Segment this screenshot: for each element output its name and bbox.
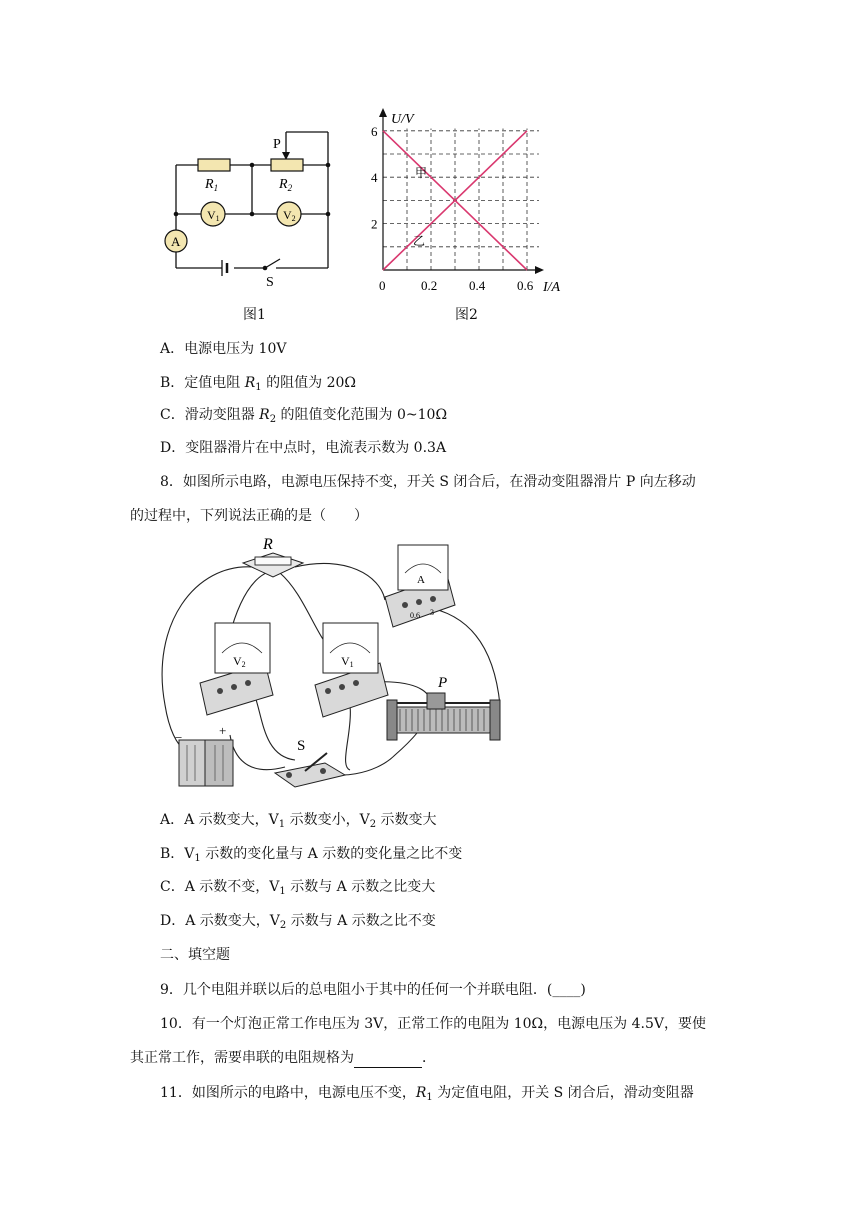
svg-text:V2: V2: [283, 208, 296, 223]
figure2-graph: [355, 105, 585, 300]
q8-label-S: S: [297, 738, 306, 754]
q8-label-R: R: [263, 536, 273, 553]
q10-line1: 10．有一个灯泡正常工作电压为 3V，正常工作的电阻为 10Ω，电源电压为 4.5V，要使: [160, 1016, 706, 1032]
q7-option-d: D．变阻器滑片在中点时，电流表示数为 0.3A: [160, 440, 447, 456]
q9-text: 9．几个电阻并联以后的总电阻小于其中的任何一个并联电阻．(____): [160, 982, 586, 998]
x-tick-label: 0.4: [469, 278, 486, 293]
line-yi-label: 乙: [413, 234, 426, 248]
q8-voltmeter-v1: [315, 623, 388, 717]
svg-text:3: 3: [430, 608, 434, 617]
q11-text: 11．如图所示的电路中，电源电压不变，$R_1$ 为定值电阻，开关 S 闭合后，滑动变阻器: [160, 1085, 694, 1103]
section-title-fill-in: 二、填空题: [160, 947, 230, 963]
svg-text:+: +: [219, 723, 227, 738]
x-axis-label: I/A: [543, 280, 561, 295]
q8-option-b: B．$V_1$ 示数的变化量与 A 示数的变化量之比不变: [160, 846, 463, 864]
figure1-caption: 图1: [243, 307, 266, 323]
q10-answer-blank[interactable]: [354, 1049, 422, 1068]
svg-text:A: A: [417, 574, 425, 586]
q8-voltmeter-v2: [200, 623, 273, 715]
label-R1: R: [205, 177, 214, 192]
label-R2: R: [279, 177, 288, 192]
y-tick-label: 4: [371, 170, 378, 186]
line-jia-label: 甲: [415, 166, 428, 180]
q8-battery: [175, 723, 233, 786]
q7-option-a: A．电源电压为 10V: [160, 341, 287, 357]
q8-ammeter: [385, 545, 455, 627]
figure1-circuit: [158, 128, 348, 288]
q8-circuit-diagram: [155, 535, 515, 795]
q8-option-d: D．A 示数变大，$V_2$ 示数与 A 示数之比不变: [160, 913, 436, 931]
figure2-caption: 图2: [455, 307, 478, 323]
q8-switch: [275, 738, 345, 787]
q7-option-c: C．滑动变阻器 $R_2$ 的阻值变化范围为 0~10Ω: [160, 407, 448, 425]
y-tick-label: 2: [371, 216, 378, 232]
y-axis-label: U/V: [391, 112, 414, 127]
svg-text:R1: $R_1$: [205, 177, 219, 193]
origin-label: 0: [379, 278, 386, 293]
q8-stem-line2: 的过程中，下列说法正确的是（ ）: [130, 508, 368, 524]
label-A: A: [171, 234, 181, 249]
q8-stem-line1: 8．如图所示电路，电源电压保持不变，开关 S 闭合后，在滑动变阻器滑片 P 向左移动: [160, 474, 696, 490]
svg-text:0.6: 0.6: [410, 611, 420, 620]
svg-text:R2: $R_2$: [279, 177, 293, 193]
svg-text:V1: V1: [207, 208, 220, 223]
y-tick-label: 6: [371, 123, 378, 139]
label-S: S: [266, 275, 274, 288]
label-P: P: [273, 137, 281, 152]
svg-text:V1: V1: [341, 654, 354, 669]
label-V2: V: [283, 208, 292, 222]
q7-option-b: B．定值电阻 $R_1$ 的阻值为 20Ω: [160, 375, 356, 393]
q8-rheostat: [387, 675, 500, 740]
label-V1: V: [207, 208, 216, 222]
q8-option-c: C．A 示数不变，$V_1$ 示数与 A 示数之比变大: [160, 879, 436, 897]
q8-label-P: P: [438, 675, 448, 691]
x-tick-label: 0.6: [517, 278, 534, 293]
svg-text:−: −: [175, 730, 183, 745]
svg-text:V2: V2: [233, 654, 246, 669]
q8-option-a: A．A 示数变大，$V_1$ 示数变小，$V_2$ 示数变大: [160, 812, 437, 830]
x-tick-label: 0.2: [421, 278, 438, 293]
q10-line2: 其正常工作，需要串联的电阻规格为 ．: [130, 1050, 436, 1066]
